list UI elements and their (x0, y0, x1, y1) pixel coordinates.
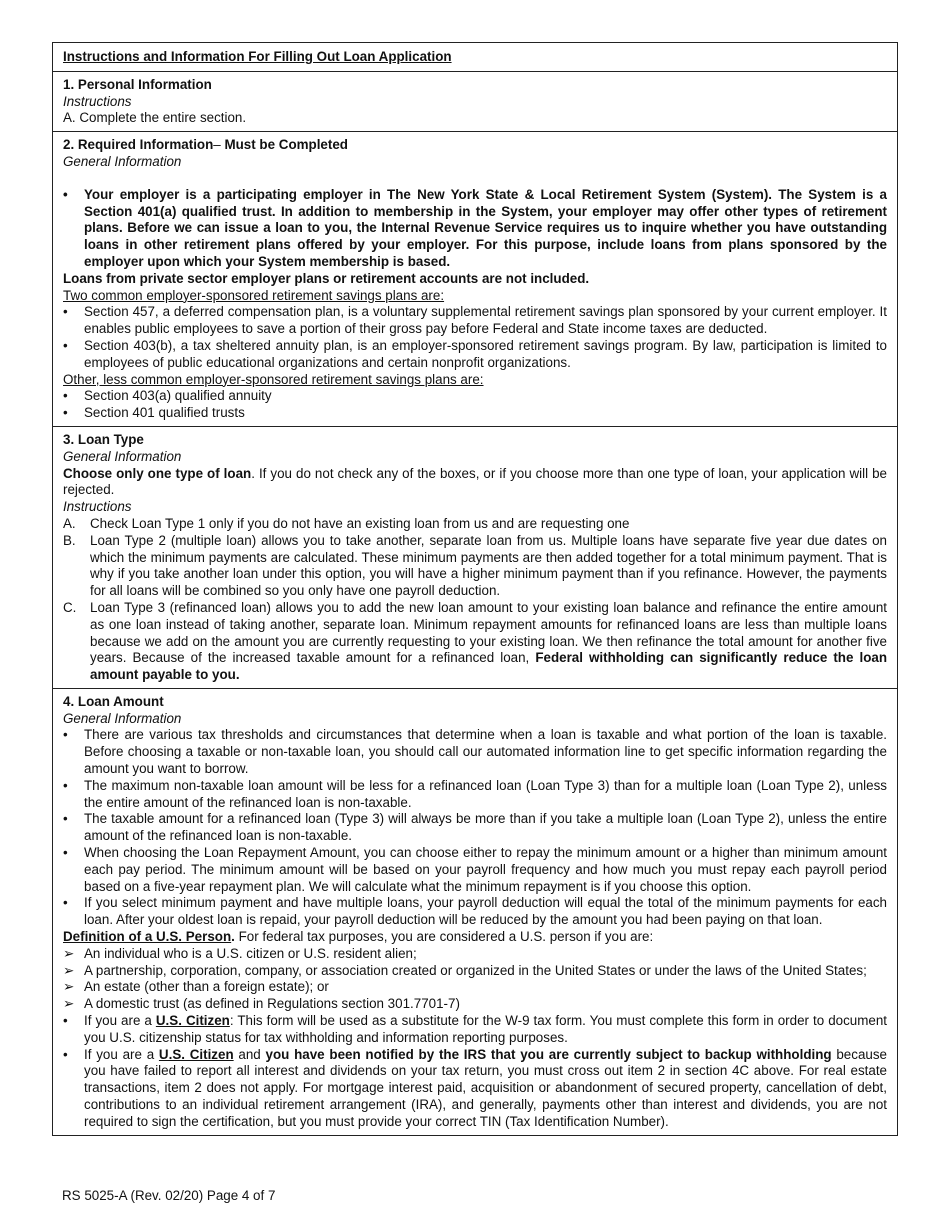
list-item (63, 600, 887, 684)
list-item-text: Section 401 qualified trusts (84, 405, 245, 421)
list-item (63, 304, 887, 338)
choose-one-loan-rest: . If you do not check any of the boxes, or if you choose more than one type of loan, your application will be rejected. (63, 465, 887, 498)
bullet-icon: • (63, 1013, 68, 1029)
section-2-note: Loans from private sector employer plans or retirement accounts are not included. (63, 270, 590, 286)
list-item-text: Section 457, a deferred compensation plan, is a voluntary supplemental retirement savings plan sponsored by your current employer. It enables public employees to save a portion of their gross pay before Federal and State income taxes are deducted. (84, 304, 887, 337)
section-loan-amount (53, 688, 897, 1135)
list-item (63, 778, 887, 812)
list-item-text: An estate (other than a foreign estate); or (84, 979, 329, 995)
bullet-icon: • (63, 405, 68, 421)
list-item (63, 1047, 887, 1131)
bullet-icon: • (63, 304, 68, 320)
us-citizen-term: U.S. Citizen (158, 1046, 234, 1062)
list-item-text: A domestic trust (as defined in Regulations section 301.7701-7) (84, 996, 460, 1012)
section-personal-information (53, 71, 897, 131)
section-2-heading-dash: – (213, 137, 225, 153)
list-marker: B. (63, 532, 76, 548)
bullet-icon: • (63, 895, 68, 911)
list-marker: C. (63, 599, 77, 615)
list-item (63, 895, 887, 929)
section-2-main-bullet (63, 187, 887, 271)
us-person-list (63, 946, 887, 1013)
arrow-bullet-icon: ➢ (63, 996, 75, 1012)
section-2-heading-tail: Must be Completed (224, 137, 348, 153)
page-title: Instructions and Information For Filling Out Loan Application (63, 49, 452, 64)
us-person-definition (63, 929, 887, 946)
list-item-text: If you are a (84, 1013, 156, 1029)
us-citizen-list (63, 1013, 887, 1131)
list-item-text: If you are a (84, 1046, 159, 1062)
list-item-text: Check Loan Type 1 only if you do not have an existing loan from us and are requesting one (90, 515, 630, 531)
list-item-text: : This form will be used as a substitute for the W-9 tax form. You must complete this form in order to document you U.S. citizenship status for tax withholding and information reporting purposes. (84, 1013, 887, 1045)
bullet-icon: • (63, 845, 68, 861)
other-plans-list (63, 388, 887, 422)
list-item (63, 338, 887, 372)
list-item-text: and (233, 1046, 266, 1062)
list-item-text: If you select minimum payment and have multiple loans, your payroll deduction will equal the total of the minimum payments for each loan. After your oldest loan is repaid, your payroll deduction will be reduced by the amount you had been paying on that loan. (84, 895, 887, 928)
loan-type-instructions (63, 516, 887, 684)
bullet-icon: • (63, 777, 68, 793)
other-plans-heading: Other, less common employer-sponsored retirement savings plans are: (63, 371, 484, 387)
bullet-icon: • (63, 1046, 68, 1062)
loan-amount-info-list (63, 727, 887, 929)
list-item (63, 845, 887, 895)
list-item-text: Loan Type 2 (multiple loan) allows you to take another, separate loan from us. Multiple loans have separate five year due dates on which the minimum payments are calculated. These minimum payments are then added together for a total minimum payment. That is why if you take another loan under this option, you will have a higher minimum payment than if you refinance. However, the payments for all loans will be combined so you only have one payroll deduction. (90, 532, 887, 599)
section-2-subheading: General Information (63, 153, 182, 169)
us-person-definition-dot: . (231, 929, 235, 945)
list-item-text: There are various tax thresholds and circumstances that determine when a loan is taxable and what portion of the loan is taxable. Before choosing a taxable or non-taxable loan, you should call our automated information line to get specific information regarding the amount you want to borrow. (84, 727, 887, 777)
section-2-main-bullet-text: Your employer is a participating employer in The New York State & Local Retirement System (System). The System is a Section 401(a) qualified trust. In addition to membership in the System, your employer may offer other types of retirement plans. Before we can issue a loan to you, the Internal Revenue Service requires us to inquire whether you have outstanding loans in other retirement plans offered by your employer. For this purpose, include loans from plans sponsored by the employer upon which your System membership is based. (84, 186, 887, 269)
section-1-subheading: Instructions (63, 93, 132, 109)
common-plans-heading: Two common employer-sponsored retirement savings plans are: (63, 287, 445, 303)
list-marker: A. (63, 515, 76, 531)
us-citizen-term: U.S. Citizen (155, 1013, 230, 1029)
list-item-text: When choosing the Loan Repayment Amount, you can choose either to repay the minimum amount or a higher than minimum amount each pay period. The minimum amount will be based on your payroll frequency and how much you must repay each payroll period based on a five-year repayment plan. We will calculate what the minimum repayment is if you choose this option. (84, 845, 887, 894)
section-required-information (53, 131, 897, 426)
list-item-text: Loan Type 3 (refinanced loan) allows you to add the new loan amount to your existing loan balance and refinance the entire amount as one loan instead of taking another, separate loan. Minimum repayment amounts for refinanced loans are less than multiple loans because we add on the amount you are currently requesting to your existing loan. We then refinance the total amount for another five years. Because of the increased taxable amount for a refinanced loan, (90, 599, 887, 666)
section-4-subheading: General Information (63, 710, 182, 726)
instructions-box (52, 42, 898, 1136)
list-item (63, 979, 887, 996)
choose-one-loan-text (63, 466, 887, 500)
section-loan-type (53, 426, 897, 688)
list-item-text: The maximum non-taxable loan amount will be less for a refinanced loan (Loan Type 3) than for a multiple loan (Loan Type 2), unless the entire amount of the refinanced loan is non-taxable. (84, 777, 887, 810)
list-item (63, 727, 887, 777)
list-item (63, 533, 887, 600)
federal-withholding-warning: Federal withholding can significantly reduce the loan amount payable to you. (90, 650, 887, 683)
us-person-definition-text: For federal tax purposes, you are considered a U.S. person if you are: (234, 929, 654, 945)
bullet-icon: • (63, 186, 68, 202)
arrow-bullet-icon: ➢ (63, 945, 75, 961)
list-item (63, 388, 887, 405)
section-2-heading-main: 2. Required Information (63, 137, 214, 153)
bullet-icon: • (63, 727, 68, 743)
section-3-heading: 3. Loan Type (63, 431, 144, 447)
list-item (63, 516, 887, 533)
section-4-heading: 4. Loan Amount (63, 693, 164, 709)
list-item (63, 405, 887, 422)
us-person-definition-term: Definition of a U.S. Person (63, 929, 232, 945)
list-item-text: Section 403(a) qualified annuity (84, 388, 272, 404)
list-item-text: A partnership, corporation, company, or association created or organized in the United States or under the laws of the United States; (84, 962, 867, 978)
arrow-bullet-icon: ➢ (63, 962, 75, 978)
common-plans-list (63, 304, 887, 371)
instructions-title-section (53, 43, 897, 71)
list-item (63, 996, 887, 1013)
choose-one-loan-bold: Choose only one type of loan (63, 465, 252, 481)
list-item (63, 963, 887, 980)
page-footer: RS 5025-A (Rev. 02/20) Page 4 of 7 (62, 1188, 276, 1203)
bullet-icon: • (63, 811, 68, 827)
list-item (63, 1013, 887, 1047)
list-item-text: An individual who is a U.S. citizen or U.S. resident alien; (84, 945, 417, 961)
list-item-text: The taxable amount for a refinanced loan (Type 3) will always be more than if you take a multiple loan (Loan Type 2), unless the entire amount of the refinanced loan is non-taxable. (84, 811, 887, 844)
arrow-bullet-icon: ➢ (63, 979, 75, 995)
section-3-subheading: General Information (63, 448, 182, 464)
section-3-instructions-label: Instructions (63, 499, 132, 515)
list-item (63, 946, 887, 963)
list-item (63, 811, 887, 845)
list-item-text: because you have failed to report all interest and dividends on your tax return, you must cross out item 2 in section 4C above. For real estate transactions, item 2 does not apply. For mortgage interest paid, acquisition or abandonment of secured property, cancellation of debt, contributions to an individual retirement arrangement (IRA), and generally, payments other than interest and dividends, you are not required to sign the certification, but you must provide your correct TIN (Tax Identification Number). (84, 1046, 887, 1129)
list-item-text: Section 403(b), a tax sheltered annuity plan, is an employer-sponsored retirement savings program. By law, participation is limited to employees of public educational organizations and certain nonprofit organizations. (84, 337, 887, 370)
bullet-icon: • (63, 388, 68, 404)
bullet-icon: • (63, 337, 68, 353)
backup-withholding-notice: you have been notified by the IRS that you are currently subject to backup withholding (265, 1046, 832, 1062)
section-2-heading (63, 137, 887, 154)
section-1-heading: 1. Personal Information (63, 76, 212, 92)
section-1-instruction-a: A. Complete the entire section. (63, 110, 247, 126)
